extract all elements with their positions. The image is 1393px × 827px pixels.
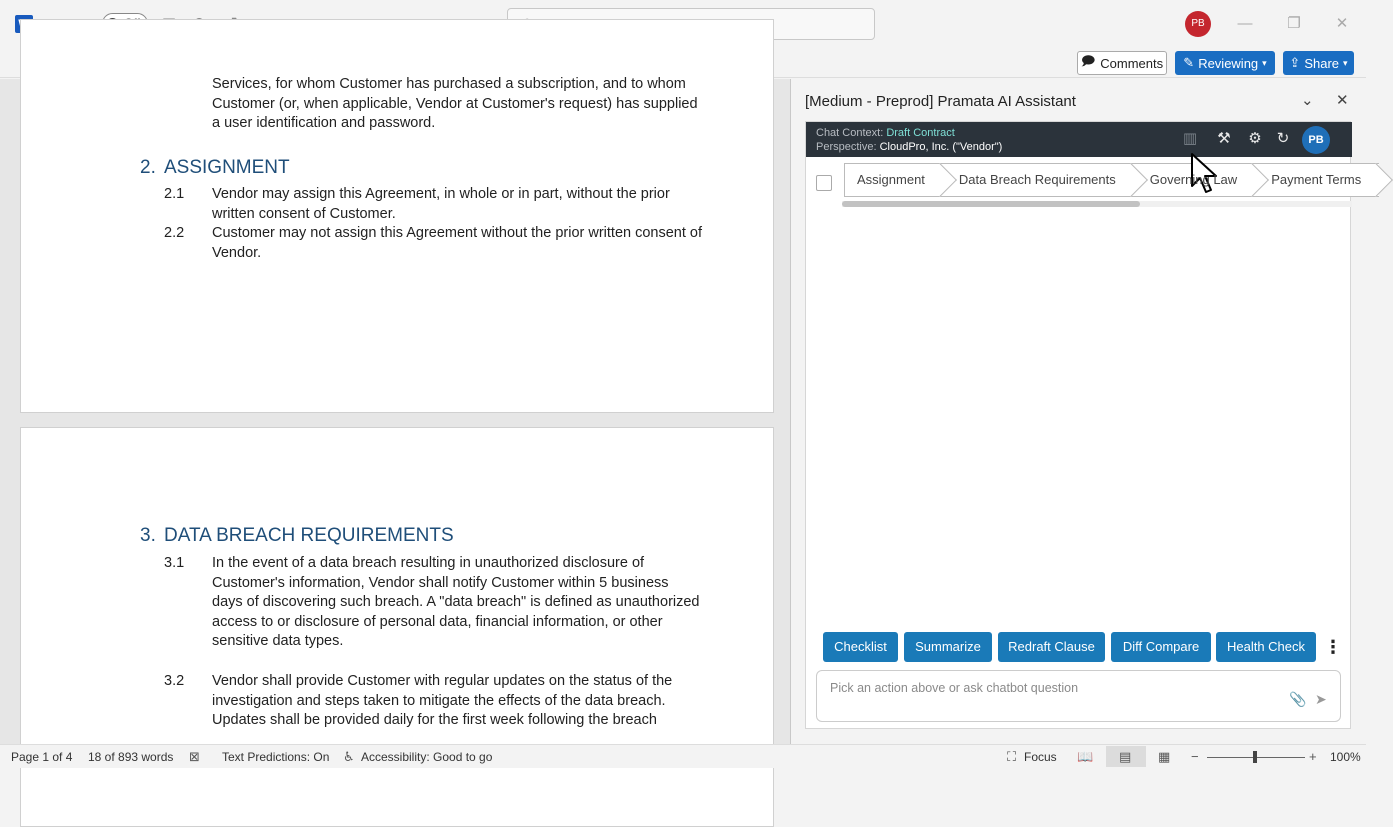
paragraph xyxy=(212,75,698,134)
text-line: Updates shall be provided daily for the first week following the breach xyxy=(212,712,657,728)
scrollbar-thumb[interactable] xyxy=(842,201,1140,207)
clause-text xyxy=(212,554,700,652)
proofing-icon[interactable]: ⊠ xyxy=(189,749,200,764)
context-bar xyxy=(806,122,1352,157)
assistant-pane xyxy=(791,79,1366,744)
refresh-icon[interactable]: ↻ xyxy=(1276,130,1290,147)
text-line: Vendor may assign this Agreement, in whole or in part, without the prior xyxy=(212,186,670,202)
perspective-value[interactable]: CloudPro, Inc. ("Vendor") xyxy=(879,141,1003,153)
print-layout-icon[interactable]: ▤ xyxy=(1119,749,1132,764)
clause-text xyxy=(212,185,670,224)
share-icon: ⇪ xyxy=(1289,55,1301,70)
text-line: Customer may not assign this Agreement without the prior written consent of xyxy=(212,225,703,241)
avatar[interactable]: PB xyxy=(1185,11,1211,37)
document-canvas[interactable] xyxy=(0,76,790,744)
context-value[interactable]: Draft Contract xyxy=(886,127,955,139)
clause-number: 2.2 xyxy=(164,225,185,241)
clause-text xyxy=(212,224,702,263)
clause-breadcrumb xyxy=(844,163,1379,197)
text-line: investigation and steps taken to mitigate the effects of the data breach. xyxy=(212,692,666,709)
assistant-frame xyxy=(805,121,1362,729)
diff-compare-button[interactable]: Diff Compare xyxy=(1111,632,1211,662)
tab-label: Data Breach Requirements xyxy=(958,172,1116,187)
tab-label: Governing Law xyxy=(1149,172,1238,187)
redraft-clause-button[interactable]: Redraft Clause xyxy=(998,632,1105,662)
section-heading: DATA BREACH REQUIREMENTS xyxy=(164,525,454,546)
section-number: 2. xyxy=(140,157,156,178)
text-line: Customer's information, Vendor shall notify Customer within 5 business xyxy=(212,574,669,591)
more-options-icon[interactable]: ⋮ xyxy=(1324,637,1342,657)
section-heading: ASSIGNMENT xyxy=(164,157,290,178)
clause-number: 3.1 xyxy=(164,555,185,571)
text-line: written consent of Customer. xyxy=(212,205,396,222)
clause-number: 3.2 xyxy=(164,673,185,689)
building-icon[interactable]: ▥ xyxy=(1182,130,1198,147)
clause-number: 2.1 xyxy=(164,186,185,202)
text-line: access to or disclosure of personal data, financial information, or other xyxy=(212,613,663,630)
avatar[interactable]: PB xyxy=(1302,126,1330,154)
focus-button[interactable]: Focus xyxy=(1024,750,1057,764)
tab-payment-terms[interactable] xyxy=(1255,163,1379,197)
read-mode-icon[interactable]: 📖 xyxy=(1077,749,1094,764)
text-line: sensitive data types. xyxy=(212,633,344,649)
chat-context xyxy=(816,127,955,139)
broom-icon[interactable]: ⚒ xyxy=(1217,130,1231,147)
web-layout-icon[interactable]: ▦ xyxy=(1158,749,1171,764)
tab-label: Payment Terms xyxy=(1271,172,1362,187)
checklist-button[interactable]: Checklist xyxy=(823,632,898,662)
zoom-in-icon[interactable]: + xyxy=(1309,749,1317,764)
text-line: Services, for whom Customer has purchased a subscription, and to whom xyxy=(212,76,686,92)
minimize-icon[interactable]: — xyxy=(1237,15,1253,32)
zoom-level[interactable]: 100% xyxy=(1330,750,1361,764)
context-label: Chat Context: xyxy=(816,127,884,139)
restore-icon[interactable]: ❐ xyxy=(1287,15,1301,32)
comments-label: Comments xyxy=(1100,55,1164,71)
zoom-slider-thumb[interactable] xyxy=(1253,751,1257,763)
pane-title: [Medium - Preprod] Pramata AI Assistant xyxy=(805,93,1076,110)
clause-text xyxy=(212,672,672,731)
health-check-button[interactable]: Health Check xyxy=(1216,632,1316,662)
text-line: In the event of a data breach resulting in unauthorized disclosure of xyxy=(212,555,645,571)
perspective xyxy=(816,141,1002,153)
accessibility-icon: ♿ xyxy=(343,749,355,764)
share-label: Share xyxy=(1304,55,1340,71)
chevron-down-icon: ▾ xyxy=(1343,57,1348,68)
section-number: 3. xyxy=(140,525,156,546)
close-icon[interactable]: ✕ xyxy=(1335,15,1349,32)
close-icon[interactable]: ✕ xyxy=(1336,92,1349,109)
chat-input[interactable] xyxy=(816,670,1341,722)
document-page[interactable] xyxy=(20,19,774,413)
accessibility-status[interactable]: Accessibility: Good to go xyxy=(361,750,493,764)
chevron-right-icon xyxy=(1359,163,1393,197)
text-line: days of discovering such breach. A "data breach" is defined as unauthorized xyxy=(212,594,700,610)
comments-button[interactable] xyxy=(1077,51,1167,75)
focus-icon: ⛶ xyxy=(1007,749,1017,764)
reviewing-label: Reviewing xyxy=(1198,55,1259,71)
action-bar xyxy=(806,624,1352,668)
send-icon[interactable]: ➤ xyxy=(1315,691,1327,707)
chevron-down-icon: ▾ xyxy=(1262,57,1267,68)
tab-label: Assignment xyxy=(857,172,925,187)
text-line: a user identification and password. xyxy=(212,115,436,131)
zoom-out-icon[interactable]: − xyxy=(1191,749,1199,764)
perspective-label: Perspective: xyxy=(816,141,877,153)
text-line: Vendor. xyxy=(212,244,262,261)
page-indicator[interactable]: Page 1 of 4 xyxy=(11,750,73,764)
chevron-down-icon[interactable]: ⌄ xyxy=(1301,92,1314,109)
attachment-icon[interactable]: 📎 xyxy=(1289,691,1307,707)
gear-icon[interactable]: ⚙ xyxy=(1248,130,1262,147)
comment-icon: 🗩 xyxy=(1080,53,1096,68)
share-button[interactable] xyxy=(1283,51,1354,75)
tab-assignment[interactable] xyxy=(844,163,943,197)
text-line: Customer (or, when applicable, Vendor at Customer's request) has supplied xyxy=(212,95,698,112)
status-bar xyxy=(0,744,1366,768)
reviewing-button[interactable] xyxy=(1175,51,1275,75)
chat-placeholder: Pick an action above or ask chatbot question xyxy=(830,681,1079,695)
text-line: Vendor shall provide Customer with regular updates on the status of the xyxy=(212,673,673,689)
text-predictions[interactable]: Text Predictions: On xyxy=(222,750,330,764)
summarize-button[interactable]: Summarize xyxy=(904,632,992,662)
tab-data-breach[interactable] xyxy=(943,163,1134,197)
select-all-checkbox[interactable] xyxy=(816,175,832,191)
reviewing-icon: ✎ xyxy=(1183,55,1195,70)
word-count[interactable]: 18 of 893 words xyxy=(88,750,174,764)
